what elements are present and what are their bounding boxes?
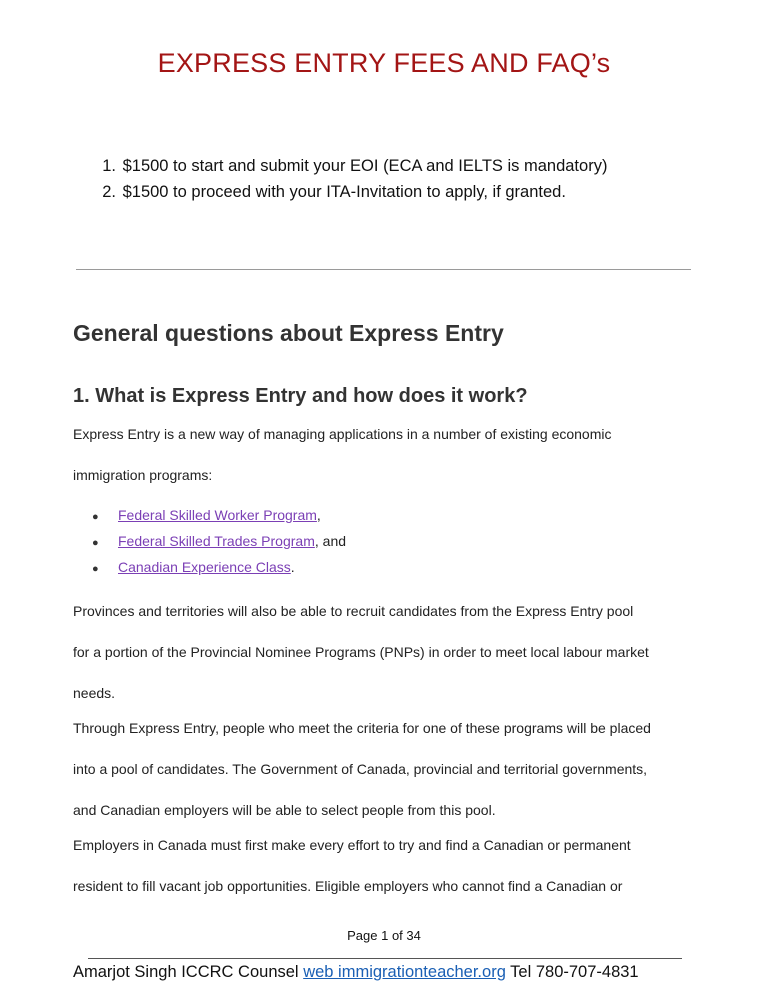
question-heading: 1. What is Express Entry and how does it work? <box>73 385 528 407</box>
list-number: 2. <box>102 183 116 201</box>
program-list <box>92 505 346 583</box>
footer-web-link[interactable]: web immigrationteacher.org <box>303 963 506 981</box>
paragraph-line: immigration programs: <box>73 467 213 483</box>
footer-name: Amarjot Singh ICCRC Counsel <box>73 963 299 981</box>
footer-tel: Tel 780-707-4831 <box>510 963 639 981</box>
intro-paragraph <box>73 424 612 506</box>
paragraph-line: into a pool of candidates. The Government of Canada, provincial and territorial governments, <box>73 761 648 777</box>
paragraph-line: Express Entry is a new way of managing applications in a number of existing economic <box>73 426 612 442</box>
list-item <box>92 505 346 531</box>
express-entry-pool-paragraph <box>73 718 651 841</box>
list-item-text: $1500 to start and submit your EOI (ECA and IELTS is mandatory) <box>122 157 608 175</box>
fee-list <box>88 153 607 205</box>
list-item-text: $1500 to proceed with your ITA-Invitation to apply, if granted. <box>122 183 566 201</box>
bullet-icon: ● <box>92 511 99 523</box>
list-number: 1. <box>102 157 116 175</box>
page-title: EXPRESS ENTRY FEES AND FAQ’s <box>157 48 611 78</box>
paragraph-line: needs. <box>73 685 116 701</box>
paragraph-line: and Canadian employers will be able to select people from this pool. <box>73 802 496 818</box>
footer-divider <box>88 958 682 959</box>
bullet-icon: ● <box>92 537 99 549</box>
link-federal-skilled-worker[interactable]: Federal Skilled Worker Program <box>118 507 317 523</box>
section-heading: General questions about Express Entry <box>73 320 504 346</box>
provinces-paragraph <box>73 601 649 724</box>
list-item <box>92 557 346 583</box>
paragraph-line: for a portion of the Provincial Nominee Programs (PNPs) in order to meet local labour market <box>73 644 649 660</box>
link-canadian-experience-class[interactable]: Canadian Experience Class <box>118 559 291 575</box>
list-item <box>92 531 346 557</box>
footer <box>73 963 639 982</box>
list-item <box>88 153 607 179</box>
employers-paragraph <box>73 835 631 917</box>
list-item-suffix: , <box>316 507 321 523</box>
paragraph-line: Provinces and territories will also be able to recruit candidates from the Express Entry pool <box>73 603 634 619</box>
paragraph-line: Employers in Canada must first make every effort to try and find a Canadian or permanent <box>73 837 631 853</box>
list-item-suffix: . <box>290 559 295 575</box>
bullet-icon: ● <box>92 563 99 575</box>
paragraph-line: Through Express Entry, people who meet the criteria for one of these programs will be placed <box>73 720 651 736</box>
horizontal-divider <box>76 269 691 270</box>
list-item-suffix: , and <box>314 533 347 549</box>
page-number: Page 1 of 34 <box>347 928 421 943</box>
list-item <box>88 179 607 205</box>
link-federal-skilled-trades[interactable]: Federal Skilled Trades Program <box>118 533 315 549</box>
paragraph-line: resident to fill vacant job opportunities. Eligible employers who cannot find a Canadian or <box>73 878 623 894</box>
